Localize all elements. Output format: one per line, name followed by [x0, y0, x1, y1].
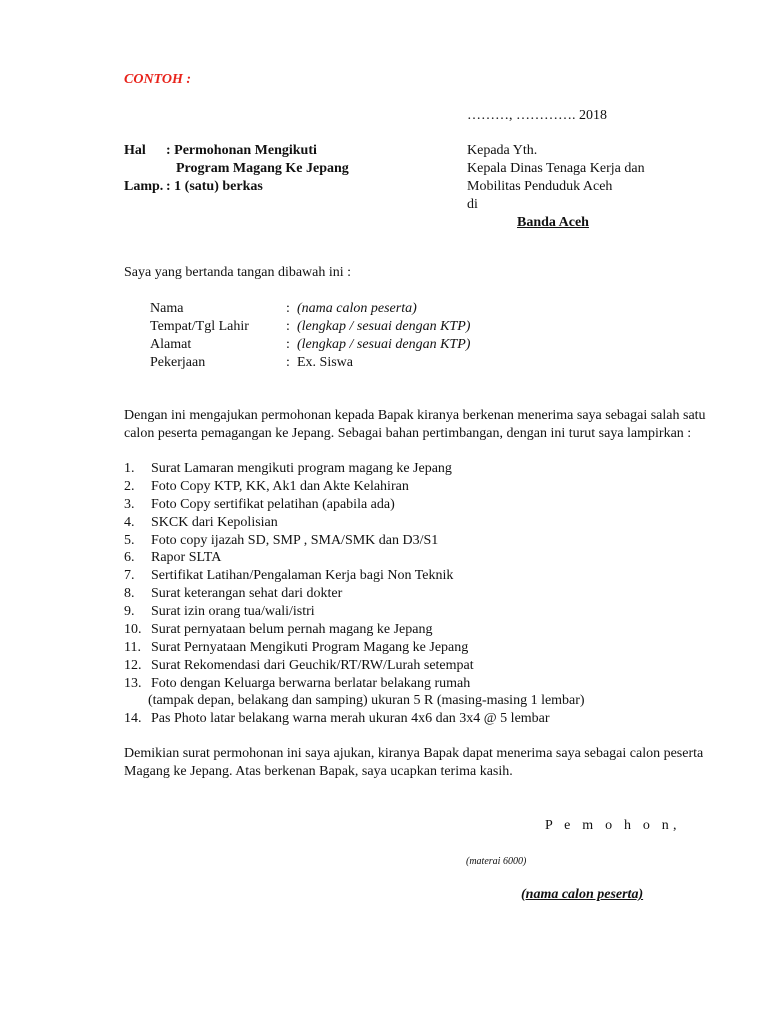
attachment-number: 5.: [124, 533, 135, 548]
identity-colon: :: [286, 319, 290, 334]
hal-line-2: Program Magang Ke Jepang: [176, 161, 349, 176]
attachment-number: 4.: [124, 515, 135, 530]
identity-label: Alamat: [150, 337, 192, 352]
attachment-number: 6.: [124, 550, 135, 565]
attachment-text: Foto Copy sertifikat pelatihan (apabila ada): [151, 497, 395, 512]
attachment-number: 14.: [124, 711, 142, 726]
identity-label: Nama: [150, 301, 184, 316]
recipient-line-4: di: [467, 197, 478, 212]
attachment-number: 10.: [124, 622, 142, 637]
request-line-1: Dengan ini mengajukan permohonan kepada Bapak kiranya berkenan menerima saya sebagai salah satu: [124, 408, 706, 423]
recipient-city: Banda Aceh: [517, 215, 589, 230]
identity-value: (lengkap / sesuai dengan KTP): [297, 337, 471, 352]
attachment-number: 13.: [124, 676, 142, 691]
attachment-number: 1.: [124, 461, 135, 476]
attachment-text: Surat Lamaran mengikuti program magang ke Jepang: [151, 461, 452, 476]
applicant-label: P e m o h o n,: [545, 818, 681, 833]
attachment-number: 9.: [124, 604, 135, 619]
closing-line-1: Demikian surat permohonan ini saya ajukan, kiranya Bapak dapat menerima saya sebagai calon peserta: [124, 746, 704, 761]
recipient-line-3: Mobilitas Penduduk Aceh: [467, 179, 613, 194]
hal-label: Hal: [124, 143, 146, 158]
attachment-number: 7.: [124, 568, 135, 583]
attachment-text: Foto copy ijazah SD, SMP , SMA/SMK dan D3/S1: [151, 533, 439, 548]
attachment-text: Surat izin orang tua/wali/istri: [151, 604, 315, 619]
identity-label: Tempat/Tgl Lahir: [150, 319, 249, 334]
attachment-text: SKCK dari Kepolisian: [151, 515, 278, 530]
lamp-value: : 1 (satu) berkas: [166, 179, 263, 194]
attachment-number: 8.: [124, 586, 135, 601]
attachment-text: Surat Rekomendasi dari Geuchik/RT/RW/Lurah setempat: [151, 658, 474, 673]
attachment-text: Surat Pernyataan Mengikuti Program Magang ke Jepang: [151, 640, 469, 655]
intro-text: Saya yang bertanda tangan dibawah ini :: [124, 265, 352, 280]
attachment-text: Rapor SLTA: [151, 550, 222, 565]
recipient-line-2: Kepala Dinas Tenaga Kerja dan: [467, 161, 645, 176]
identity-colon: :: [286, 355, 290, 370]
identity-value: (lengkap / sesuai dengan KTP): [297, 319, 471, 334]
attachment-text: Surat keterangan sehat dari dokter: [151, 586, 343, 601]
attachment-text: Foto dengan Keluarga berwarna berlatar belakang rumah: [151, 676, 471, 691]
identity-value: (nama calon peserta): [297, 301, 417, 316]
attachment-number: 3.: [124, 497, 135, 512]
lamp-label: Lamp.: [124, 179, 164, 194]
attachment-text: Pas Photo latar belakang warna merah ukuran 4x6 dan 3x4 @ 5 lembar: [151, 711, 550, 726]
attachment-number: 11.: [124, 640, 141, 655]
identity-label: Pekerjaan: [150, 355, 206, 370]
identity-colon: :: [286, 301, 290, 316]
stamp-duty-note: (materai 6000): [466, 856, 527, 867]
example-label: CONTOH :: [124, 72, 192, 87]
identity-colon: :: [286, 337, 290, 352]
closing-line-2: Magang ke Jepang. Atas berkenan Bapak, saya ucapkan terima kasih.: [124, 764, 513, 779]
attachment-number: 2.: [124, 479, 135, 494]
attachment-text: (tampak depan, belakang dan samping) ukuran 5 R (masing-masing 1 lembar): [148, 693, 585, 708]
recipient-line-1: Kepada Yth.: [467, 143, 538, 158]
request-line-2: calon peserta pemagangan ke Jepang. Sebagai bahan pertimbangan, dengan ini turut saya lampirkan :: [124, 426, 692, 441]
attachment-number: 12.: [124, 658, 142, 673]
letter-date: ………, …………. 2018: [467, 108, 607, 123]
hal-line-1: : Permohonan Mengikuti: [166, 143, 317, 158]
attachment-text: Sertifikat Latihan/Pengalaman Kerja bagi Non Teknik: [151, 568, 454, 583]
attachment-text: Surat pernyataan belum pernah magang ke Jepang: [151, 622, 433, 637]
identity-value: Ex. Siswa: [297, 355, 353, 370]
applicant-name: (nama calon peserta): [521, 887, 644, 902]
attachment-text: Foto Copy KTP, KK, Ak1 dan Akte Kelahiran: [151, 479, 409, 494]
